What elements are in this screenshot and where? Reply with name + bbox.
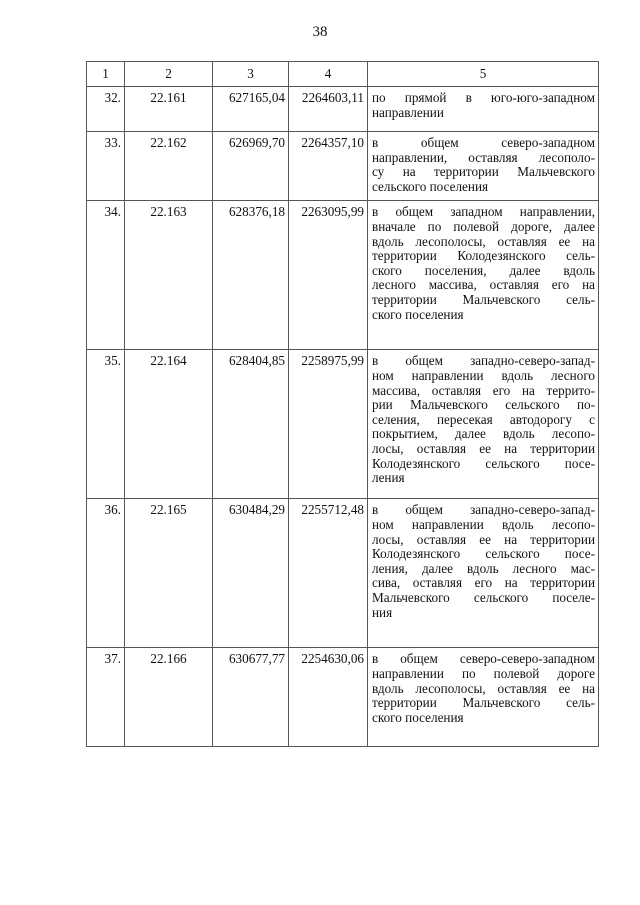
description-line: ления (372, 470, 405, 486)
description-line: в общем западно-северо-запад- (372, 502, 595, 518)
description-line: территории Мальчевского сель- (372, 695, 595, 711)
description-line: вдоль лесополосы, оставляя ее на (372, 233, 595, 249)
description-line: Колодезянского сельского посе- (372, 546, 595, 562)
header-col-3: 3 (213, 62, 289, 87)
coordinate-x: 628404,85 (213, 350, 289, 499)
description-line: ского поселения (372, 709, 464, 725)
description-line: ния (372, 604, 393, 620)
coordinate-y: 2264603,11 (289, 87, 368, 132)
description-line: территории Мальчевского сель- (372, 291, 595, 307)
row-number: 37. (87, 648, 125, 747)
boundary-description (368, 350, 599, 499)
coordinate-y: 2255712,48 (289, 499, 368, 648)
row-number: 32. (87, 87, 125, 132)
description-line: су на территории Мальчевского (372, 164, 595, 180)
table-row (87, 499, 599, 648)
boundary-description (368, 87, 599, 132)
table-row (87, 350, 599, 499)
table-row (87, 201, 599, 350)
description-line: Колодезянского сельского посе- (372, 455, 595, 471)
description-line: территории Колодезянского сель- (372, 248, 595, 264)
coordinate-x: 628376,18 (213, 201, 289, 350)
point-code: 22.163 (125, 201, 213, 350)
description-line: в общем западном направлении, (372, 204, 595, 220)
description-line: направлении по полевой дороге (372, 665, 595, 681)
description-line: сива, оставляя его на территории (372, 575, 595, 591)
row-number: 35. (87, 350, 125, 499)
description-line: Мальчевского сельского поселе- (372, 589, 595, 605)
page-number: 38 (312, 24, 328, 40)
description-line: ном направлении вдоль лесопо- (372, 516, 595, 532)
boundary-table (86, 61, 599, 747)
header-col-2: 2 (125, 62, 213, 87)
description-line: лесного массива, оставляя его на (372, 277, 595, 293)
description-line: вдоль лесополосы, оставляя ее на (372, 680, 595, 696)
boundary-description (368, 201, 599, 350)
header-col-1: 1 (87, 62, 125, 87)
coordinate-x: 630484,29 (213, 499, 289, 648)
point-code: 22.166 (125, 648, 213, 747)
description-line: селения, пересекая автодорогу с (372, 411, 595, 427)
description-line: в общем северо-северо-западном (372, 651, 595, 667)
description-line: лосы, оставляя ее на территории (372, 440, 595, 456)
coordinate-x: 630677,77 (213, 648, 289, 747)
boundary-description (368, 132, 599, 201)
boundary-description (368, 499, 599, 648)
description-line: ского поселения, далее вдоль (372, 262, 595, 278)
description-line: рии Мальчевского сельского по- (372, 397, 595, 413)
boundary-description (368, 648, 599, 747)
header-col-4: 4 (289, 62, 368, 87)
table-header-row (87, 62, 599, 87)
description-line: сельского поселения (372, 178, 489, 194)
coordinate-y: 2263095,99 (289, 201, 368, 350)
header-col-5: 5 (368, 62, 599, 87)
description-line: направлении (372, 104, 444, 120)
description-line: ном направлении вдоль лесного (372, 367, 595, 383)
coordinate-x: 627165,04 (213, 87, 289, 132)
row-number: 33. (87, 132, 125, 201)
table-row (87, 87, 599, 132)
description-line: ления, далее вдоль лесного мас- (372, 560, 595, 576)
description-line: по прямой в юго-юго-западном (372, 90, 595, 105)
point-code: 22.162 (125, 132, 213, 201)
table-row (87, 648, 599, 747)
point-code: 22.161 (125, 87, 213, 132)
point-code: 22.165 (125, 499, 213, 648)
description-line: покрытием, далее вдоль лесопо- (372, 426, 595, 442)
row-number: 36. (87, 499, 125, 648)
coordinate-x: 626969,70 (213, 132, 289, 201)
description-line: массива, оставляя его на террито- (372, 382, 595, 398)
description-line: лосы, оставляя ее на территории (372, 531, 595, 547)
description-line: в общем северо-западном (372, 135, 595, 150)
description-line: в общем западно-северо-запад- (372, 353, 595, 369)
coordinate-y: 2264357,10 (289, 132, 368, 201)
description-line: направлении, оставляя лесополо- (372, 149, 595, 165)
description-line: вначале по полевой дороге, далее (372, 218, 595, 234)
description-line: ского поселения (372, 306, 464, 322)
point-code: 22.164 (125, 350, 213, 499)
coordinate-y: 2258975,99 (289, 350, 368, 499)
coordinate-y: 2254630,06 (289, 648, 368, 747)
row-number: 34. (87, 201, 125, 350)
table-row (87, 132, 599, 201)
